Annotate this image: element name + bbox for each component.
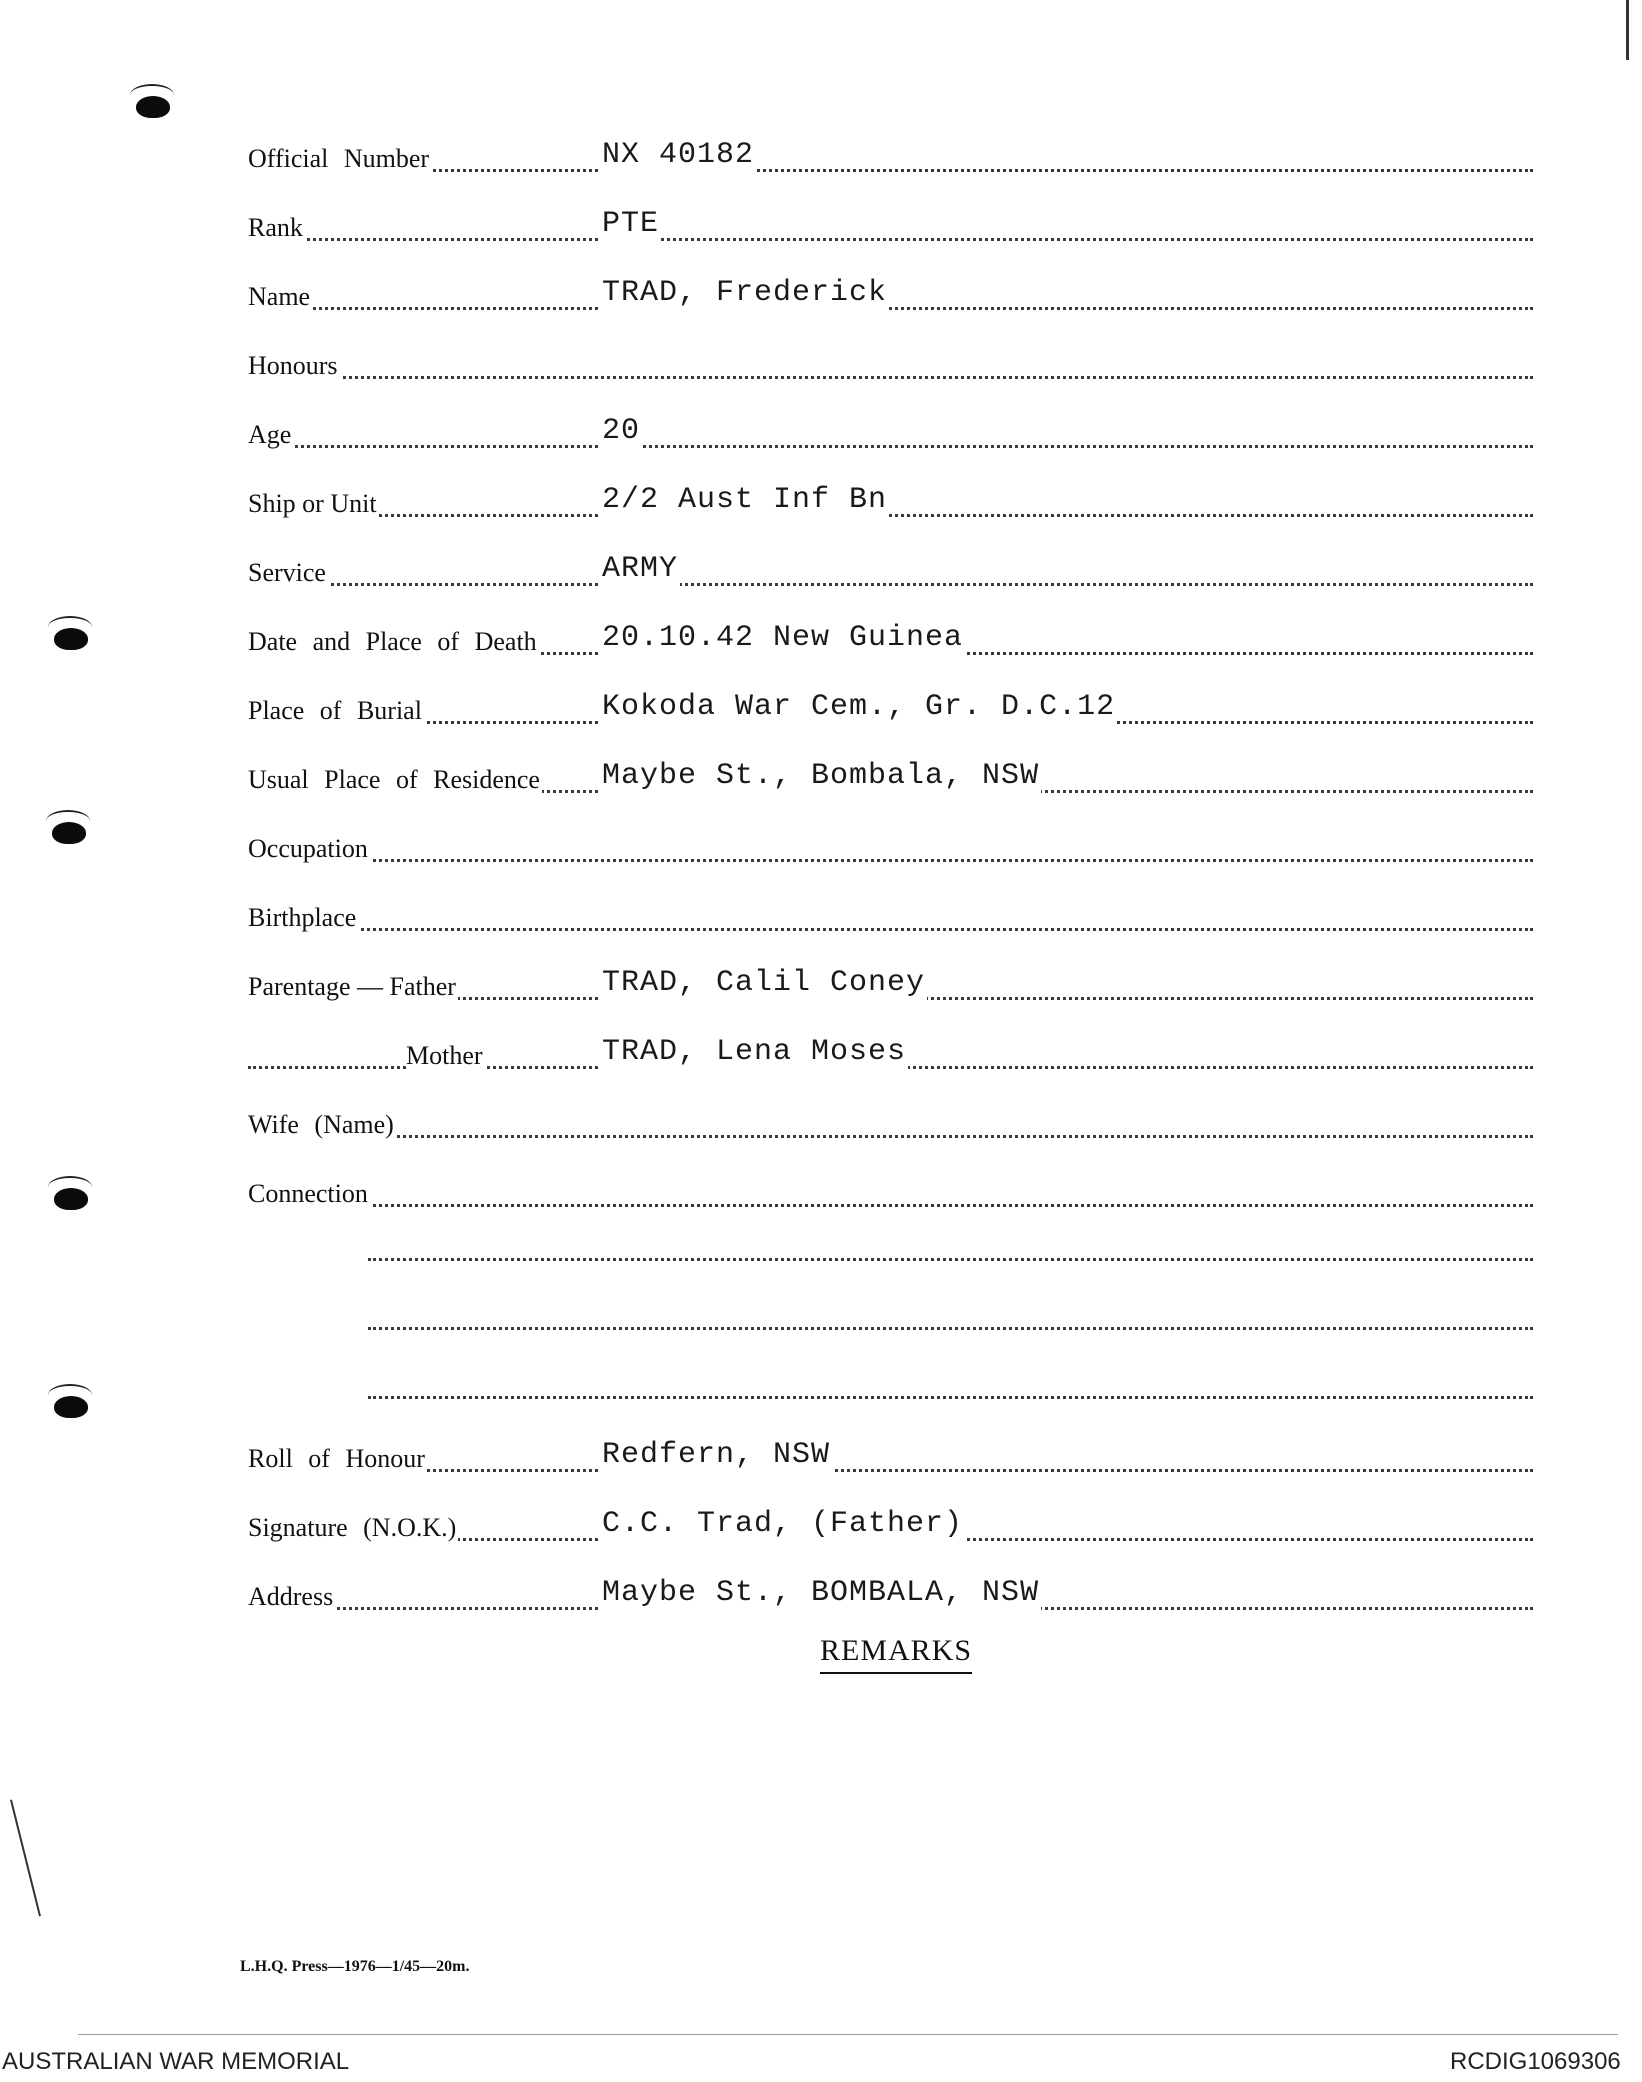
field-name xyxy=(248,276,1533,316)
dotted-line xyxy=(248,307,1533,310)
field-label: Mother xyxy=(406,1041,483,1070)
dotted-line xyxy=(248,238,1533,241)
dotted-line xyxy=(248,583,1533,586)
dotted-line xyxy=(248,859,1533,862)
field-label: Place of Burial xyxy=(248,696,422,725)
field-connection xyxy=(248,1173,1533,1213)
dotted-line xyxy=(248,169,1533,172)
field-rank xyxy=(248,207,1533,247)
edge-mark xyxy=(1626,0,1629,60)
field-place-of-burial xyxy=(248,690,1533,730)
field-label: Ship or Unit xyxy=(248,489,377,518)
dotted-line xyxy=(248,1135,1533,1138)
field-label: Signature (N.O.K.) xyxy=(248,1513,457,1542)
edge-mark xyxy=(10,1800,41,1917)
field-label: Address xyxy=(248,1582,334,1611)
connection-continuation-line xyxy=(368,1327,1533,1330)
field-label: Occupation xyxy=(248,834,368,863)
field-value: ARMY xyxy=(602,552,679,586)
field-occupation xyxy=(248,828,1533,868)
field-value: Kokoda War Cem., Gr. D.C.12 xyxy=(602,690,1116,724)
field-label: Roll of Honour xyxy=(248,1444,425,1473)
dotted-line xyxy=(248,1204,1533,1207)
field-value: C.C. Trad, (Father) xyxy=(602,1507,964,1541)
dotted-line xyxy=(248,928,1533,931)
field-address xyxy=(248,1576,1533,1616)
field-value: TRAD, Frederick xyxy=(602,276,888,310)
field-value: 2/2 Aust Inf Bn xyxy=(602,483,888,517)
field-label: Official Number xyxy=(248,144,430,173)
field-label: Date and Place of Death xyxy=(248,627,537,656)
remarks-heading: REMARKS xyxy=(820,1634,972,1674)
binder-hole-icon xyxy=(54,1396,88,1418)
field-birthplace xyxy=(248,897,1533,937)
field-wife-name xyxy=(248,1104,1533,1144)
field-label: Honours xyxy=(248,351,338,380)
field-value: TRAD, Calil Coney xyxy=(602,966,926,1000)
field-usual-residence xyxy=(248,759,1533,799)
field-service xyxy=(248,552,1533,592)
field-parentage-mother xyxy=(248,1035,1533,1075)
field-honours xyxy=(248,345,1533,385)
dotted-line xyxy=(248,1469,1533,1472)
field-value: NX 40182 xyxy=(602,138,755,172)
printer-mark: L.H.Q. Press—1976—1/45—20m. xyxy=(240,1958,470,1975)
dotted-line xyxy=(248,376,1533,379)
dotted-line xyxy=(248,445,1533,448)
field-value: 20.10.42 New Guinea xyxy=(602,621,964,655)
field-label: Service xyxy=(248,558,326,587)
binder-hole-icon xyxy=(136,96,170,118)
binder-hole-icon xyxy=(52,822,86,844)
field-value: TRAD, Lena Moses xyxy=(602,1035,907,1069)
edge-mark xyxy=(78,2034,1618,2035)
field-label: Wife (Name) xyxy=(248,1110,394,1139)
connection-continuation-line xyxy=(368,1258,1533,1261)
field-value: 20 xyxy=(602,414,641,448)
field-ship-or-unit xyxy=(248,483,1533,523)
binder-hole-icon xyxy=(54,628,88,650)
field-value: Redfern, NSW xyxy=(602,1438,831,1472)
field-label: Parentage — Father xyxy=(248,972,456,1001)
footer-record-id: RCDIG1069306 xyxy=(1450,2048,1621,2075)
field-value: Maybe St., Bombala, NSW xyxy=(602,759,1040,793)
field-date-place-of-death xyxy=(248,621,1533,661)
connection-continuation-line xyxy=(368,1396,1533,1399)
field-label: Birthplace xyxy=(248,903,357,932)
footer-archive-name: AUSTRALIAN WAR MEMORIAL xyxy=(2,2048,350,2075)
field-label: Connection xyxy=(248,1179,368,1208)
field-label: Name xyxy=(248,282,311,311)
field-label: Age xyxy=(248,420,292,449)
field-parentage-father xyxy=(248,966,1533,1006)
dotted-line xyxy=(248,514,1533,517)
field-signature-nok xyxy=(248,1507,1533,1547)
field-age xyxy=(248,414,1533,454)
field-label: Rank xyxy=(248,213,303,242)
binder-hole-icon xyxy=(54,1188,88,1210)
field-roll-of-honour xyxy=(248,1438,1533,1478)
field-value: Maybe St., BOMBALA, NSW xyxy=(602,1576,1040,1610)
field-official-number xyxy=(248,138,1533,178)
field-value: PTE xyxy=(602,207,660,241)
field-label: Usual Place of Residence xyxy=(248,765,540,794)
